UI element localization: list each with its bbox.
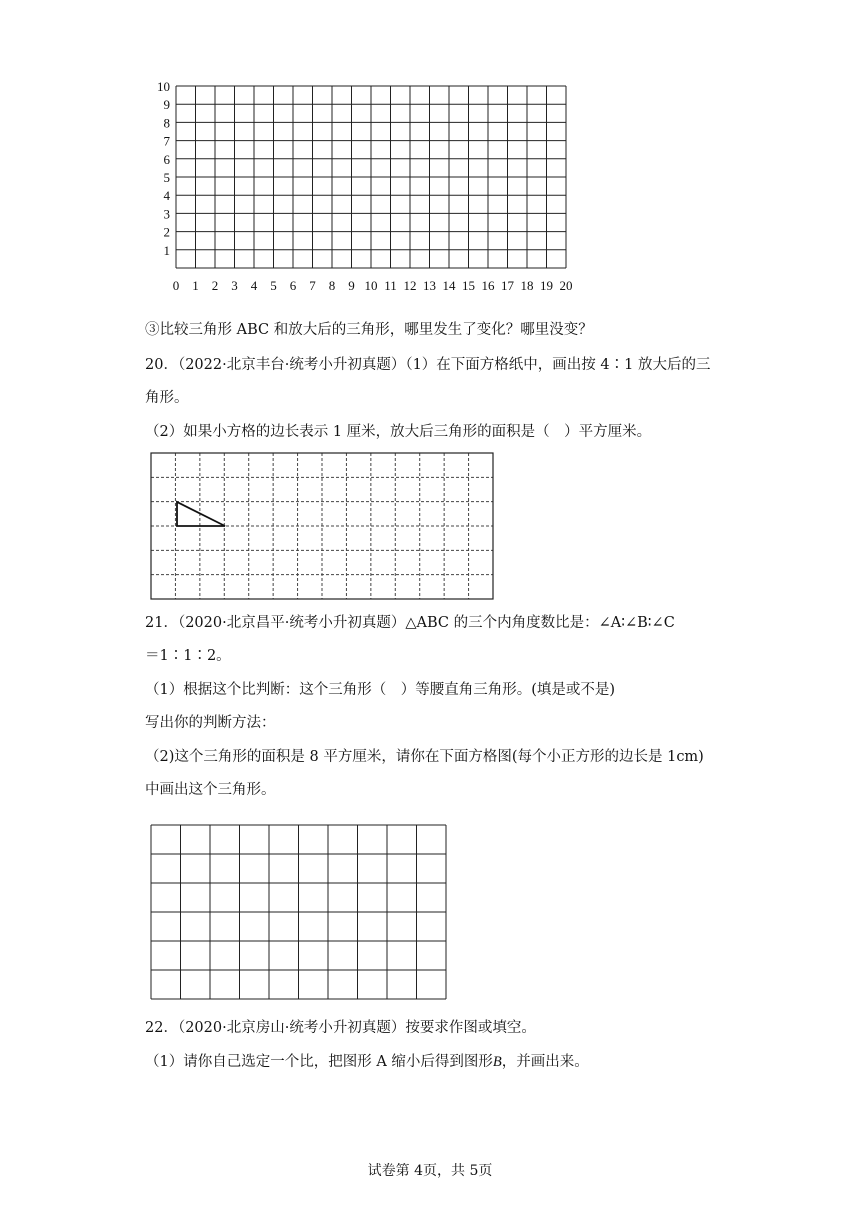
- x-tick-label: 20: [559, 278, 573, 293]
- square-grid: [150, 824, 450, 1000]
- x-tick-label: 1: [192, 278, 199, 293]
- y-tick-label: 9: [163, 97, 170, 113]
- y-tick-label: 3: [163, 206, 170, 222]
- q21-line1: 21．（2020·北京昌平·统考小升初真题）△ABC 的三个内角度数比是：∠A∶∠B∶∠C: [145, 615, 675, 631]
- x-tick-label: 12: [403, 278, 417, 293]
- x-tick-label: 8: [328, 278, 336, 293]
- q21-part1: （1）根据这个比判断：这个三角形（ ）等腰直角三角形。(填是或不是): [145, 682, 616, 698]
- q22-part1: （1）请你自己选定一个比，把图形 A 缩小后得到图形B，并画出来。: [145, 1054, 589, 1070]
- q21-part2-line1: （2)这个三角形的面积是 8 平方厘米，请你在下面方格图(每个小正方形的边长是 1cm): [145, 749, 704, 765]
- q21-part2-line2: 中画出这个三角形。: [145, 782, 276, 798]
- q21-method: 写出你的判断方法：: [145, 715, 276, 731]
- x-tick-label: 4: [250, 278, 258, 293]
- y-tick-label: 4: [163, 188, 170, 204]
- q21-line2: ＝1∶1∶2。: [145, 648, 231, 664]
- y-tick-label: 1: [163, 242, 170, 258]
- y-tick-label: 6: [163, 151, 170, 167]
- triangle-shape: [177, 502, 225, 526]
- dashed-grid-with-triangle: [150, 452, 495, 600]
- x-tick-label: 9: [348, 278, 355, 293]
- x-tick-label: 16: [481, 278, 495, 293]
- x-tick-label: 11: [384, 278, 397, 293]
- x-tick-label: 3: [231, 278, 238, 293]
- y-tick-label: 5: [163, 170, 170, 185]
- x-tick-label: 5: [270, 278, 277, 293]
- y-tick-label: 7: [163, 133, 170, 149]
- q22-line1: 22．（2020·北京房山·统考小升初真题）按要求作图或填空。: [145, 1020, 536, 1036]
- y-tick-label: 10: [157, 79, 170, 94]
- x-tick-label: 0: [172, 278, 180, 293]
- x-tick-label: 7: [309, 278, 316, 293]
- x-tick-label: 10: [364, 278, 378, 293]
- x-tick-label: 13: [423, 278, 436, 293]
- x-tick-label: 17: [501, 278, 514, 293]
- q19-part3: ③比较三角形 ABC 和放大后的三角形，哪里发生了变化？哪里没变？: [145, 322, 593, 338]
- x-tick-label: 14: [442, 278, 456, 293]
- var-b: B: [492, 1054, 502, 1070]
- coordinate-grid: [150, 78, 580, 298]
- x-tick-label: 18: [520, 278, 534, 293]
- q20-line1: 20．（2022·北京丰台·统考小升初真题）（1）在下面方格纸中，画出按 4∶1 放大后的三: [145, 357, 711, 373]
- x-tick-label: 19: [540, 278, 553, 293]
- q20-line2: 角形。: [145, 390, 189, 406]
- page-footer: 试卷第 4页，共 5页: [367, 1163, 493, 1179]
- x-tick-label: 6: [289, 278, 297, 293]
- x-tick-label: 2: [211, 278, 219, 293]
- q20-part2: （2）如果小方格的边长表示 1 厘米，放大后三角形的面积是（ ）平方厘米。: [145, 424, 652, 440]
- x-tick-label: 15: [462, 278, 475, 293]
- y-tick-label: 8: [163, 115, 170, 131]
- y-tick-label: 2: [163, 224, 170, 240]
